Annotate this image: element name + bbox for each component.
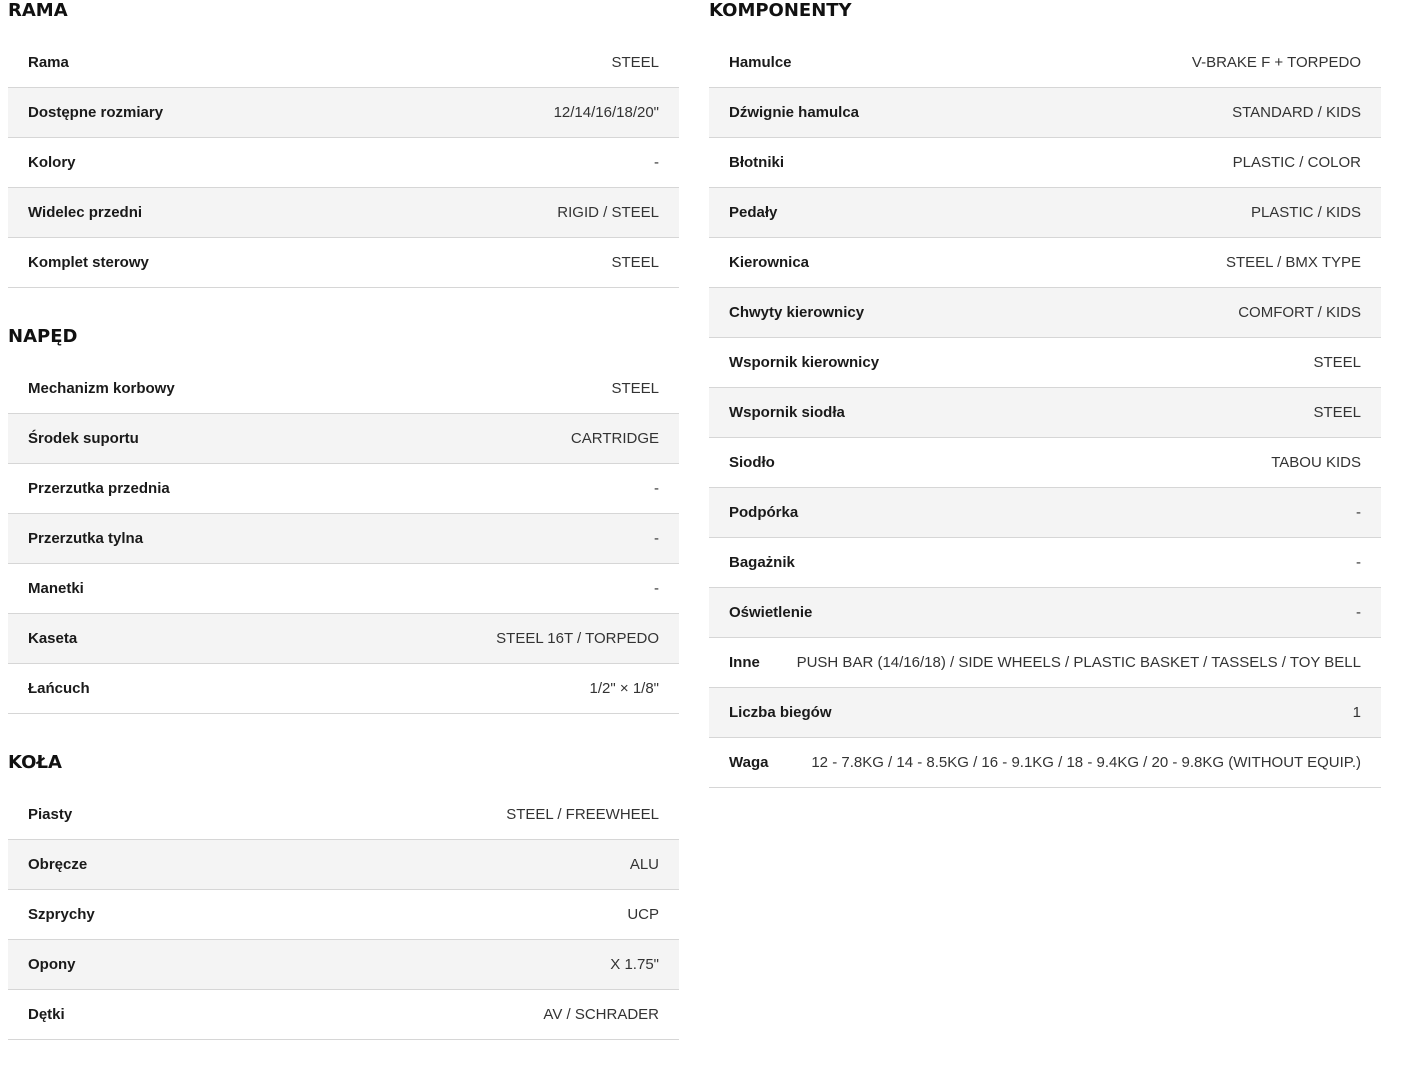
spec-label: Waga bbox=[729, 754, 769, 771]
spec-row-dostepne-rozmiary bbox=[8, 88, 679, 138]
spec-row-kaseta bbox=[8, 614, 679, 664]
spec-row-detki bbox=[8, 990, 679, 1040]
spec-row-przerzutka-przednia bbox=[8, 464, 679, 514]
spec-value: 12/14/16/18/20" bbox=[553, 104, 659, 121]
spec-row-widelec-przedni bbox=[8, 188, 679, 238]
spec-table bbox=[8, 790, 679, 1040]
spec-row-piasty bbox=[8, 790, 679, 840]
spec-row-inne bbox=[709, 638, 1381, 688]
spec-value: - bbox=[654, 154, 659, 171]
specs-column-right bbox=[709, 0, 1381, 788]
spec-label: Podpórka bbox=[729, 504, 799, 521]
spec-label: Dostępne rozmiary bbox=[28, 104, 164, 121]
spec-label: Dźwignie hamulca bbox=[729, 104, 860, 121]
spec-value: PLASTIC / COLOR bbox=[1232, 154, 1361, 171]
spec-table bbox=[8, 38, 679, 288]
spec-label: Komplet sterowy bbox=[28, 254, 149, 271]
spec-value: - bbox=[654, 480, 659, 497]
spec-label: Liczba biegów bbox=[729, 704, 832, 721]
spec-label: Łańcuch bbox=[28, 680, 90, 697]
spec-value: STEEL bbox=[1313, 354, 1361, 371]
spec-label: Manetki bbox=[28, 580, 84, 597]
section-title: KOŁA bbox=[8, 752, 62, 773]
spec-label: Oświetlenie bbox=[729, 604, 813, 621]
spec-value: COMFORT / KIDS bbox=[1238, 304, 1361, 321]
spec-label: Mechanizm korbowy bbox=[28, 380, 175, 397]
spec-label: Kierownica bbox=[729, 254, 810, 271]
spec-row-podporka bbox=[709, 488, 1381, 538]
spec-value: RIGID / STEEL bbox=[557, 204, 659, 221]
section-title: RAMA bbox=[8, 0, 68, 21]
spec-value: STEEL / FREEWHEEL bbox=[506, 806, 659, 823]
spec-row-lancuch bbox=[8, 664, 679, 714]
spec-label: Obręcze bbox=[28, 856, 88, 873]
spec-row-opony bbox=[8, 940, 679, 990]
spec-row-bagaznik bbox=[709, 538, 1381, 588]
spec-value: - bbox=[654, 580, 659, 597]
spec-value: STEEL bbox=[611, 54, 659, 71]
spec-row-waga bbox=[709, 738, 1381, 788]
spec-row-szprychy bbox=[8, 890, 679, 940]
section-title: KOMPONENTY bbox=[709, 0, 852, 21]
spec-label: Pedały bbox=[729, 204, 778, 221]
spec-row-srodek-suportu bbox=[8, 414, 679, 464]
spec-row-liczba-biegow bbox=[709, 688, 1381, 738]
spec-table bbox=[8, 364, 679, 714]
spec-label: Dętki bbox=[28, 1006, 65, 1023]
spec-value: PLASTIC / KIDS bbox=[1250, 204, 1361, 221]
spec-row-chwyty-kierownicy bbox=[709, 288, 1381, 338]
spec-label: Szprychy bbox=[28, 906, 95, 923]
spec-value: - bbox=[654, 530, 659, 547]
spec-row-przerzutka-tylna bbox=[8, 514, 679, 564]
spec-label: Kaseta bbox=[28, 630, 78, 647]
spec-row-komplet-sterowy bbox=[8, 238, 679, 288]
spec-section-naped bbox=[8, 326, 679, 714]
spec-row-blotniki bbox=[709, 138, 1381, 188]
spec-row-mechanizm-korbowy bbox=[8, 364, 679, 414]
spec-value: - bbox=[1356, 504, 1361, 521]
spec-row-dzwignie-hamulca bbox=[709, 88, 1381, 138]
spec-label: Środek suportu bbox=[28, 430, 139, 447]
spec-row-manetki bbox=[8, 564, 679, 614]
spec-label: Chwyty kierownicy bbox=[729, 304, 865, 321]
spec-label: Piasty bbox=[28, 806, 73, 823]
spec-label: Wspornik siodła bbox=[729, 404, 845, 421]
spec-table bbox=[709, 38, 1381, 788]
spec-value: PUSH BAR (14/16/18) / SIDE WHEELS / PLASTIC BASKET / TASSELS / TOY BELL bbox=[796, 654, 1361, 671]
spec-row-wspornik-kierownicy bbox=[709, 338, 1381, 388]
spec-row-rama bbox=[8, 38, 679, 88]
spec-value: V-BRAKE F + TORPEDO bbox=[1191, 54, 1361, 71]
spec-value: STEEL / BMX TYPE bbox=[1225, 254, 1361, 271]
spec-row-oswietlenie bbox=[709, 588, 1381, 638]
spec-label: Wspornik kierownicy bbox=[729, 354, 880, 371]
spec-row-pedaly bbox=[709, 188, 1381, 238]
spec-value: 1 bbox=[1352, 704, 1361, 721]
spec-label: Kolory bbox=[28, 154, 76, 171]
spec-value: - bbox=[1356, 604, 1361, 621]
spec-label: Hamulce bbox=[729, 54, 792, 71]
spec-label: Widelec przedni bbox=[28, 204, 143, 221]
spec-value: STEEL bbox=[611, 380, 659, 397]
spec-value: UCP bbox=[627, 906, 659, 923]
spec-value: 12 - 7.8KG / 14 - 8.5KG / 16 - 9.1KG / 18 - 9.4KG / 20 - 9.8KG (WITHOUT EQUIP.) bbox=[811, 754, 1361, 771]
section-title: NAPĘD bbox=[8, 326, 78, 347]
spec-section-komponenty bbox=[709, 0, 1381, 788]
spec-value: STEEL 16T / TORPEDO bbox=[496, 630, 659, 647]
spec-row-wspornik-siodla bbox=[709, 388, 1381, 438]
spec-label: Opony bbox=[28, 956, 76, 973]
spec-label: Rama bbox=[28, 54, 69, 71]
spec-value: TABOU KIDS bbox=[1271, 454, 1361, 471]
spec-label: Błotniki bbox=[729, 154, 784, 171]
spec-row-siodlo bbox=[709, 438, 1381, 488]
spec-row-kolory bbox=[8, 138, 679, 188]
spec-value: STEEL bbox=[611, 254, 659, 271]
spec-row-hamulce bbox=[709, 38, 1381, 88]
spec-label: Przerzutka przednia bbox=[28, 480, 170, 497]
spec-value: CARTRIDGE bbox=[570, 430, 659, 447]
spec-value: X 1.75" bbox=[610, 956, 659, 973]
spec-value: STEEL bbox=[1313, 404, 1361, 421]
spec-label: Siodło bbox=[729, 454, 775, 471]
spec-row-kierownica bbox=[709, 238, 1381, 288]
spec-value: STANDARD / KIDS bbox=[1232, 104, 1361, 121]
spec-value: 1/2" × 1/8" bbox=[589, 680, 659, 697]
specs-column-left bbox=[8, 0, 679, 1040]
spec-row-obrecze bbox=[8, 840, 679, 890]
spec-label: Przerzutka tylna bbox=[28, 530, 144, 547]
spec-value: ALU bbox=[629, 856, 659, 873]
spec-value: - bbox=[1356, 554, 1361, 571]
spec-section-rama bbox=[8, 0, 679, 288]
spec-value: AV / SCHRADER bbox=[543, 1006, 659, 1023]
spec-section-kola bbox=[8, 752, 679, 1040]
spec-label: Inne bbox=[729, 654, 760, 671]
spec-label: Bagażnik bbox=[729, 554, 795, 571]
